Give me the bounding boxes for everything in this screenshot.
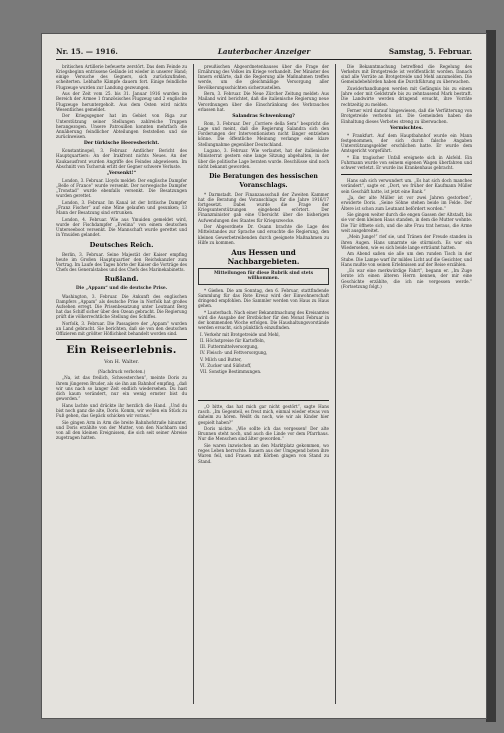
paragraph: Norfolk, 3. Februar. Die Passagiere der „Appam“ wurden an Land gebracht. Sie berichten, daß sie von den deutschen Offizieren mit größter Höflichkeit behandelt worden sind. — [56, 320, 187, 337]
paragraph: Die Bekanntmachung betreffend die Regelung des Verkehrs mit Brotgetreide ist veröffentlicht worden. Danach sind alle Vorräte an Brotgetreide und Mehl anzumelden. Die Gemeindebehörden haben die Durchführung zu überwachen. — [341, 64, 472, 85]
paragraph: „Es war eine merkwürdige Fahrt“, begann er. „Im Zuge lernte ich einen älteren Herrn kennen, der mir eine Geschichte erzählte, die ich nie vergessen werde.“ (Fortsetzung folgt.) — [341, 268, 472, 289]
paragraph: „Mein Junge!“ rief sie, und Tränen der Freude standen in ihren Augen. Hans umarmte sie stürmisch. Es war ein Wiedersehen, wie es sich beide lange erträumt hatten. — [341, 234, 472, 250]
section-heading: „Versenkt!“ — [106, 170, 137, 176]
masthead-title: Lauterbacher Anzeiger — [217, 47, 311, 56]
paragraph: Sie gingen Arm in Arm die breite Bahnhofstraße hinunter, und Doris erzählte von der Mutter, von den Nachbarn und von all den kleinen Ereignissen, die sich seit seiner Abreise zugetragen hatten. — [56, 419, 187, 441]
paragraph: Am Abend saßen sie alle um den runden Tisch in der Stube. Die Lampe warf ihr mildes Licht auf die Gesichter, und Hans mußte von seinen Erlebnissen auf der Reise erzählen. — [341, 251, 472, 267]
column-3 — [341, 64, 472, 704]
section-heading: Deutsches Reich. — [89, 240, 154, 249]
paragraph: Der Kriegsgegner hat im Gebiet von Riga zur Unterstützung seiner Stellungen zahlreiche Truppen herangezogen. Unsere Patrouillen konnten mehrfach die Annäherung feindlicher Abteilungen feststellen und sie zurückweisen. — [56, 113, 187, 140]
newspaper-page — [42, 34, 486, 718]
paragraph: * Frankfurt. Auf dem Hauptbahnhof wurde ein Mann festgenommen, der sich durch falsche Angaben Unterstützungsgelder erschlichen hatte. Er wurde dem Amtsgericht vorgeführt. — [341, 132, 472, 154]
paragraph: Rom, 3. Februar. Der „Corriere della Sera“ bespricht die Lage und meint, daß die Regierung Salandra sich den Forderungen der Interventionisten nicht länger entziehen könne. Die öffentliche Meinung verlange eine klare Stellungnahme gegenüber Deutschland. — [198, 120, 329, 147]
page-header — [56, 47, 472, 57]
paragraph: Hans lachte und drückte ihr herzlich die Hand. „Und du bist noch ganz die alte, Doris. Komm, wir wollen ein Stück zu Fuß gehen, das Gepäck schicken wir voraus.“ — [56, 402, 187, 419]
feuilleton-author: Von H. Walter. — [104, 360, 139, 366]
paragraph: * Ein tragischer Unfall ereignete sich in Alsfeld. Ein Fuhrmann wurde von seinem eigenen Wagen überfahren und schwer verletzt. Er wurde ins Krankenhaus gebracht. — [341, 154, 472, 171]
rubric-notice — [198, 268, 329, 285]
paragraph: Hans sah sich verwundert um. „Es hat sich doch manches verändert“, sagte er. „Dort, wo früher der Kaufmann Müller sein Geschäft hatte, ist jetzt eine Bank.“ — [341, 178, 472, 194]
paragraph: * Gießen. Die am Sonntag, den 6. Februar, stattfindende Sammlung für das Rote Kreuz wird der Einwohnerschaft dringend empfohlen. Die Sammler werden von Haus zu Haus gehen. — [198, 287, 329, 309]
paragraph: preußischen Abgeordnetenhauses über die Frage der Ernährung des Volkes im Kriege verhandelt. Der Minister des Innern erklärte, daß die Regierung alle Maßnahmen treffen werde, um die gleichmäßige Versorgung aller Bevölkerungsschichten sicherzustellen. — [198, 64, 329, 90]
paragraph: Zuwiderhandlungen werden mit Gefängnis bis zu einem Jahre oder mit Geldstrafe bis zu zehntausend Mark bestraft. Die Landwirte werden dringend ersucht, ihre Vorräte rechtzeitig zu melden. — [341, 86, 472, 107]
list-item: VII. Sonstige Bestimmungen. — [200, 368, 262, 374]
paragraph: „Ja, der alte Müller ist vor zwei Jahren gestorben“, erwiderte Doris. „Seine Söhne stehen beide im Felde. Der Ältere ist schon zum Leutnant befördert worden.“ — [341, 195, 472, 211]
paragraph: Der Abgeordnete Dr. Osann brachte die Lage des Mittelstandes zur Sprache und ersuchte die Regierung, den kleinen Gewerbetreibenden durch geeignete Maßnahmen zu Hilfe zu kommen. — [198, 224, 329, 245]
paragraph: London, 3. Februar. Im Kanal ist der britische Dampfer „Franz Fischer“ auf eine Mine gelaufen und gesunken; 13 Mann der Besatzung sind ertrunken. — [56, 199, 187, 216]
section-subheading: Die „Appam“ und die deutsche Prise. — [75, 286, 168, 292]
feuilleton-title: Ein Reiseerlebnis. — [66, 344, 177, 357]
section-heading: Die Beratungen des hessischen Voranschlags. — [209, 172, 318, 189]
column-1 — [56, 64, 187, 704]
feuilleton-rule — [198, 400, 329, 401]
column-2 — [198, 64, 329, 704]
paragraph: London, 4. Februar. Wie aus Ymuiden gemeldet wird, wurde der Fischdampfer „Evelina“ von einem deutschen Unterseeboot versenkt. Die Mannschaft wurde gerettet und in Ymuiden gelandet. — [56, 216, 187, 238]
paragraph: Sie gingen weiter durch die engen Gassen der Altstadt, bis sie vor dem kleinen Haus standen, in dem die Mutter wohnte. Die Tür öffnete sich, und die alte Frau trat heraus, die Arme weit ausgebreitet. — [341, 212, 472, 233]
issue-number: Nr. 15. — 1916. — [56, 47, 118, 56]
paragraph: London, 3. Februar. Lloyds meldet: Der englische Dampfer „Belle of France“ wurde versenkt. Der norwegische Dampfer „Tronstad“ wurde ebenfalls versenkt. Die Besatzungen wurden gerettet. — [56, 177, 187, 199]
paragraph: Konstantinopel, 3. Februar. Amtlicher Bericht des Hauptquartiers: An der Irakfront nichts Neues. An der Kaukasusfront wurden Angriffe des Feindes abgewiesen. Im Abschnitt von Tschoruk erlitt der Gegner schwere Verluste. — [56, 148, 187, 169]
paragraph: Berlin, 3. Februar. Seine Majestät der Kaiser empfing heute im Großen Hauptquartier den Reichskanzler zum Vortrag. Im Laufe des Tages hörte der Kaiser die Vorträge des Chefs des Generalstabes und des Chefs des Marinekabinetts. — [56, 251, 187, 272]
section-heading: Aus Hessen und Nachbargebieten. — [227, 247, 300, 266]
section-heading: Vermischtes. — [389, 125, 424, 131]
list-item: V. Milch und Butter, — [200, 356, 242, 362]
paragraph: * Lauterbach. Nach einer Bekanntmachung des Kreisamtes wird die Ausgabe der Brotbücher für den Monat Februar in der kommenden Woche erfolgen. Die Haushaltungsvorstände werden ersucht, sich pünktlich einzufinden. — [198, 309, 329, 331]
paragraph: Doris nickte. „Wie sollte ich das vergessen! Der alte Brunnen steht noch, und auch die Linde vor dem Pfarrhaus. Nur die Menschen sind älter geworden.“ — [198, 426, 329, 442]
paragraph: Aus der Zeit vom 25. bis 31. Januar 1916 wurden im Bereich der Armee 1 französisches Flugzeug und 2 englische Flugzeuge heruntergeholt. Aus dem Osten wird nichts Wesentliches gemeldet. — [56, 91, 187, 112]
list-item: VI. Zucker und Süßstoff, — [200, 362, 252, 368]
paragraph: Washington, 3. Februar. Die Ankunft des englischen Dampfers „Appam“ als deutsche Prise in Norfolk hat großes Aufsehen erregt. Die Prisenbesatzung unter Leutnant Berg hat das Schiff sicher über den Ozean gebracht. Die Regierung prüft die völkerrechtliche Stellung des Schiffes. — [56, 293, 187, 320]
paragraph: * Darmstadt. Der Finanzausschuß der Zweiten Kammer hat die Beratung des Voranschlags für die Jahre 1916/17 fortgesetzt. Dabei wurde die Frage der Kriegsunterstützungen eingehend erörtert. Der Finanzminister gab eine Übersicht über die bisherigen Aufwendungen des Staates für Kriegszwecke. — [198, 191, 329, 223]
page-edge — [486, 30, 496, 722]
paragraph: Sie waren inzwischen an den Marktplatz gekommen, wo reges Leben herrschte. Bauern aus der Umgegend boten ihre Waren feil, und Frauen mit Körben gingen von Stand zu Stand. — [198, 443, 329, 464]
paragraph: britischen Artillerie befeuerte zerstört. Das dem Feinde zu Kriegsbeginn entrissene Gelände ist wieder in unserer Hand; einige Versuche des Gegners, sich zurückzufinden, scheiterten. Lebhafte Kämpfe dauern fort. Einige feindliche Flugzeuge wurden zur Landung gezwungen. — [56, 64, 187, 90]
paragraph: (Nachdruck verboten.) — [97, 368, 146, 374]
list-item: IV. Fleisch- und Fettversorgung, — [200, 350, 268, 356]
paragraph: „O bitte, das hat mich gar nicht gestört“, sagte Hans rasch. „Im Gegenteil, es freut mich, einmal wieder etwas von daheim zu hören. Weißt du noch, wie wir als Kinder hier gespielt haben?“ — [198, 404, 329, 425]
feuilleton-rule — [56, 339, 187, 340]
section-heading: Rußland. — [104, 275, 139, 284]
list-item: III. Futtermittelversorgung, — [200, 344, 259, 350]
list-item: II. Höchstpreise für Kartoffeln, — [200, 338, 265, 344]
section-heading: Salandras Schwenkung? — [232, 113, 295, 119]
paragraph: Bern, 3. Februar. Die Neue Zürcher Zeitung meldet: Aus Mailand wird berichtet, daß die italienische Regierung neue Verordnungen über die Einschränkung des Verbrauches erlassen hat. — [198, 91, 329, 112]
header-rule — [56, 59, 472, 60]
feuilleton-rule — [341, 174, 472, 175]
paragraph: Lugano, 3. Februar. Wie verlautet, hat der italienische Ministerrat gestern eine lange Sitzung abgehalten, in der über die politische Lage beraten wurde. Beschlüsse sind noch nicht bekannt geworden. — [198, 148, 329, 169]
paragraph: „Na, ist das freilich, Schwesterchen“, meinte Doris zu ihrem jüngeren Bruder, als sie ihn am Bahnhof empfing, „daß wir uns nach so langer Zeit endlich wiedersehen. Du hast dich kaum verändert, nur ein wenig ernster bist du geworden.“ — [56, 375, 187, 402]
paragraph: Ferner wird darauf hingewiesen, daß die Verfütterung von Brotgetreide verboten ist. Die Gemeinden haben die Einhaltung dieses Verbotes streng zu überwachen. — [341, 108, 472, 124]
notice-text: Mitteilungen für diese Rubrik sind stets willkommen. — [213, 270, 314, 282]
column-divider — [193, 64, 194, 704]
section-heading: Der türkische Heeresbericht. — [83, 141, 160, 147]
issue-date: Samstag, 5. Februar. — [388, 47, 472, 56]
list-item: I. Verkehr mit Brotgetreide und Mehl, — [200, 331, 280, 337]
column-divider — [335, 64, 336, 704]
